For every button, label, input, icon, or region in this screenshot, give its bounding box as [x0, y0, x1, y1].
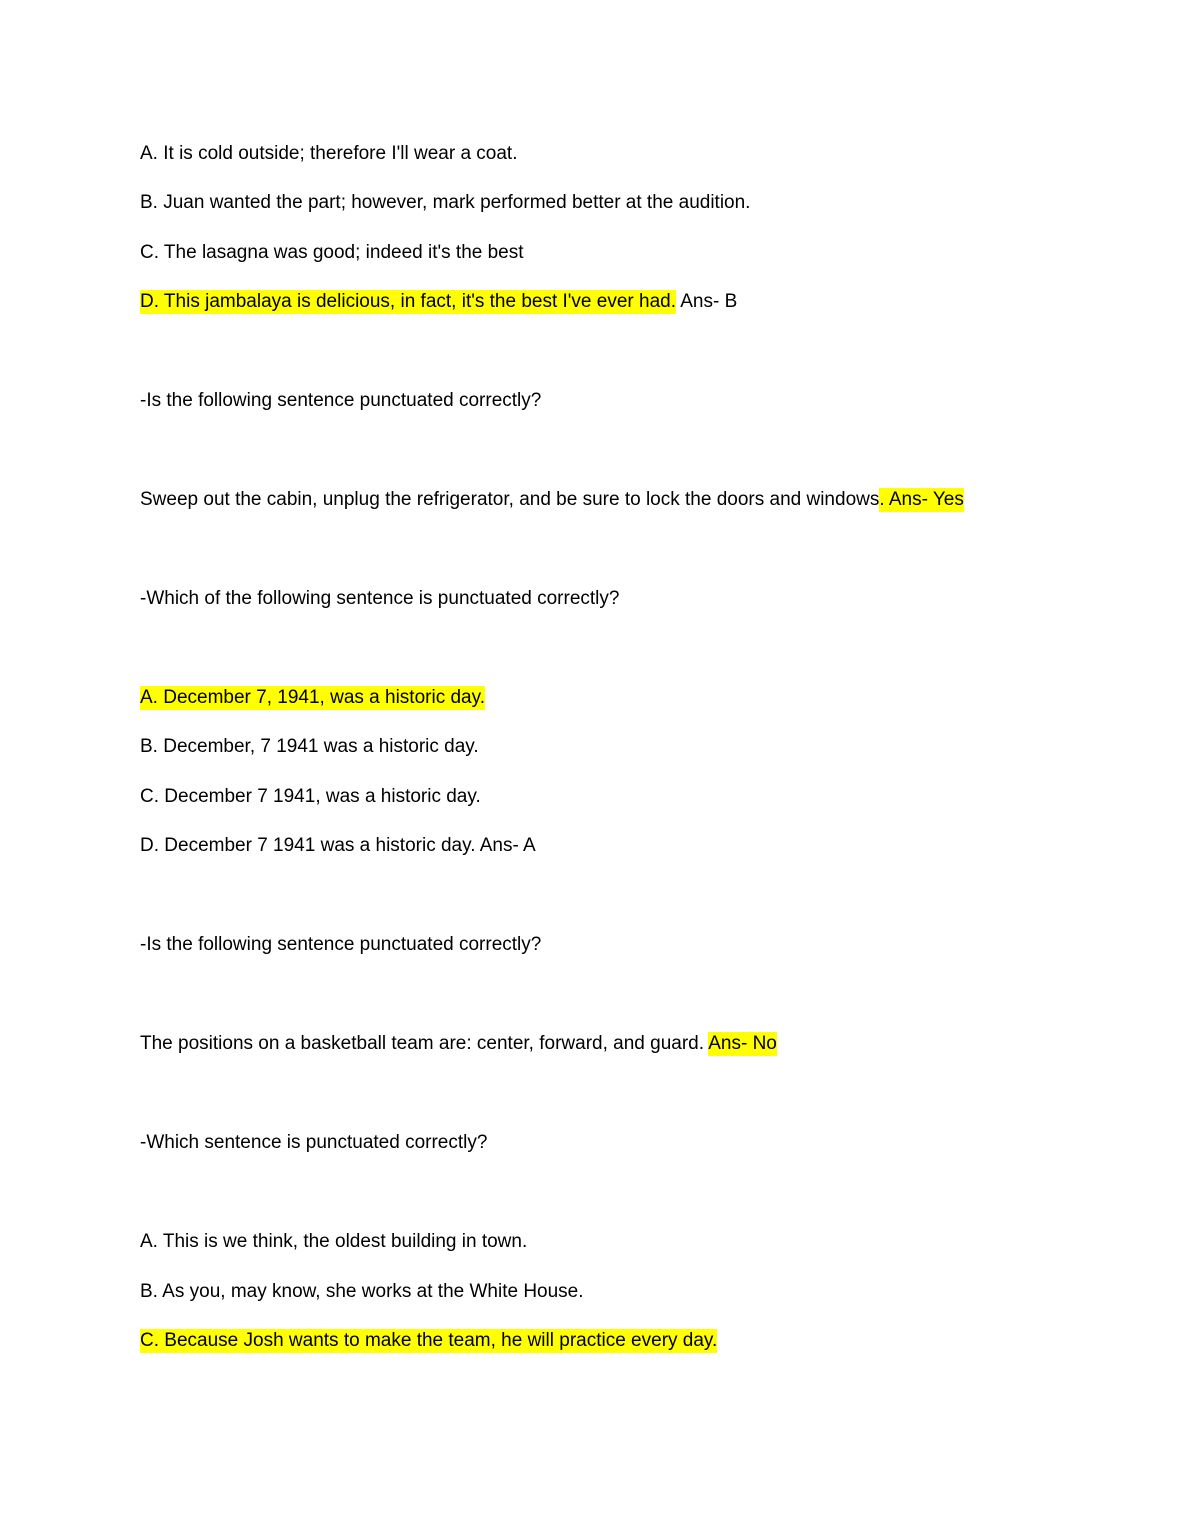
q4-question	[140, 933, 541, 957]
q2-sentence	[140, 488, 964, 512]
q5-option-c-highlighted-text: C. Because Josh wants to make the team, he will practice every day.	[140, 1330, 718, 1351]
q5-option-b-text: B. As you, may know, she works at the White House.	[140, 1281, 584, 1302]
q2-answer-highlighted: . Ans- Yes	[879, 489, 964, 510]
q1-answer: Ans- B	[676, 291, 738, 312]
q1-option-d	[140, 290, 737, 314]
q3-option-d	[140, 834, 536, 858]
q5-question-text: -Which sentence is punctuated correctly?	[140, 1132, 488, 1153]
q1-option-b	[140, 191, 750, 215]
q1-option-c-text: C. The lasagna was good; indeed it's the best	[140, 242, 524, 263]
q1-option-a-text: A. It is cold outside; therefore I'll wear a coat.	[140, 143, 518, 164]
q2-question	[140, 389, 541, 413]
q3-option-b-text: B. December, 7 1941 was a historic day.	[140, 736, 479, 757]
q3-option-c	[140, 785, 481, 809]
q4-sentence	[140, 1032, 777, 1056]
q4-question-text: -Is the following sentence punctuated correctly?	[140, 934, 542, 955]
q3-question-text: -Which of the following sentence is punctuated correctly?	[140, 588, 620, 609]
q1-option-c	[140, 241, 524, 265]
q5-question	[140, 1131, 487, 1155]
q1-option-d-highlighted-text: D. This jambalaya is delicious, in fact, it's the best I've ever had.	[140, 291, 676, 312]
q2-sentence-text: Sweep out the cabin, unplug the refrigerator, and be sure to lock the doors and windows	[140, 489, 880, 510]
q1-option-a	[140, 142, 517, 166]
q3-option-d-text: D. December 7 1941 was a historic day. Ans- A	[140, 835, 536, 856]
q3-option-a-highlighted-text: A. December 7, 1941, was a historic day.	[140, 687, 485, 708]
q4-sentence-text: The positions on a basketball team are: center, forward, and guard.	[140, 1033, 709, 1054]
q5-option-a	[140, 1230, 527, 1254]
q5-option-c	[140, 1329, 717, 1353]
q3-option-c-text: C. December 7 1941, was a historic day.	[140, 786, 481, 807]
q3-option-b	[140, 735, 479, 759]
q2-question-text: -Is the following sentence punctuated correctly?	[140, 390, 542, 411]
q5-option-b	[140, 1280, 584, 1304]
q3-question	[140, 587, 619, 611]
q5-option-a-text: A. This is we think, the oldest building in town.	[140, 1231, 528, 1252]
q1-option-b-text: B. Juan wanted the part; however, mark performed better at the audition.	[140, 192, 751, 213]
q4-answer-highlighted: Ans- No	[708, 1033, 777, 1054]
q3-option-a	[140, 686, 485, 710]
